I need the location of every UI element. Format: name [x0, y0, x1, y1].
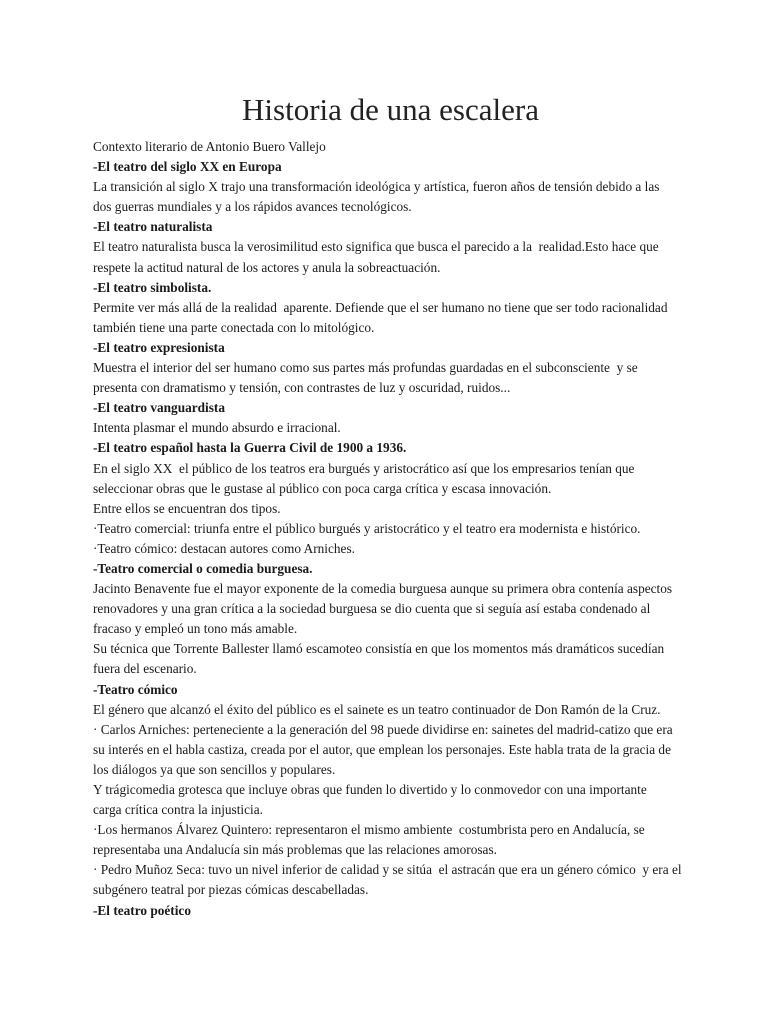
body-text-line: también tiene una parte conectada con lo mitológico. [93, 319, 375, 335]
body-text-line: ·Teatro comercial: triunfa entre el público burgués y aristocrático y el teatro era modernista e histórico. [93, 520, 641, 536]
body-text-line: renovadores y una gran crítica a la sociedad burguesa se dio cuenta que si seguía así estaba condenado al [93, 601, 651, 617]
body-text-line: Su técnica que Torrente Ballester llamó escamoteo consistía en que los momentos más dramáticos sucedían [93, 641, 665, 657]
body-text-line: En el siglo XX el público de los teatros era burgués y aristocrático así que los empresarios tenían que [93, 460, 635, 476]
body-text-line: subgénero teatral por piezas cómicas descabelladas. [93, 882, 369, 898]
section-heading: -El teatro naturalista [93, 219, 213, 235]
document-body [93, 137, 688, 921]
body-text-line: El género que alcanzó el éxito del público es el sainete es un teatro continuador de Don Ramón de la Cruz. [93, 701, 661, 717]
body-text-line: los diálogos ya que son sencillos y populares. [93, 761, 336, 777]
body-text-line: seleccionar obras que le gustase al público con poca carga crítica y escasa innovación. [93, 480, 552, 496]
body-text-line: su interés en el habla castiza, creada por el autor, que emplean los personajes. Este habla trata de la gracia de [93, 741, 671, 757]
section-heading: -Teatro comercial o comedia burguesa. [93, 560, 313, 576]
body-text-line: ·Los hermanos Álvarez Quintero: representaron el mismo ambiente costumbrista pero en Andalucía, se [93, 822, 645, 838]
section-heading: -El teatro simbolista. [93, 279, 212, 295]
body-text-line: fuera del escenario. [93, 661, 197, 677]
body-text-line: La transición al siglo X trajo una transformación ideológica y artística, fueron años de tensión debido a las [93, 179, 660, 195]
body-text-line: ·Teatro cómico: destacan autores como Arniches. [93, 540, 355, 556]
body-text-line: Muestra el interior del ser humano como sus partes más profundas guardadas en el subconsciente y se [93, 360, 638, 376]
body-text-line: Y trágicomedia grotesca que incluye obras que funden lo divertido y lo conmovedor con una importante [93, 782, 647, 797]
section-heading: -El teatro poético [93, 902, 191, 918]
body-text-line: Entre ellos se encuentran dos tipos. [93, 500, 281, 516]
body-text-line: El teatro naturalista busca la verosimilitud esto significa que busca el parecido a la realidad.Esto hace que [93, 239, 659, 255]
body-text-line: Permite ver más allá de la realidad aparente. Defiende que el ser humano no tiene que ser todo racionalidad [93, 299, 668, 315]
body-text-line: · Pedro Muñoz Seca: tuvo un nivel inferior de calidad y se sitúa el astracán que era un género cómico y era el [93, 862, 682, 878]
document-title: Historia de una escalera [242, 92, 539, 127]
body-text-line: fracaso y empleó un tono más amable. [93, 621, 298, 637]
section-heading: -El teatro vanguardista [93, 400, 225, 416]
body-text-line: respete la actitud natural de los actores y anula la sobreactuación. [93, 259, 441, 275]
body-text-line: Jacinto Benavente fue el mayor exponente de la comedia burguesa aunque su primera obra contenía aspectos [93, 581, 673, 597]
section-heading: -El teatro del siglo XX en Europa [93, 159, 282, 175]
body-text-line: presenta con dramatismo y tensión, con contrastes de luz y oscuridad, ruidos... [93, 380, 511, 396]
body-text-line: carga crítica contra la injusticia. [93, 802, 263, 818]
body-text-line: Intenta plasmar el mundo absurdo e irracional. [93, 420, 341, 436]
body-text-line: dos guerras mundiales y a los rápidos avances tecnológicos. [93, 199, 412, 215]
section-heading: -El teatro expresionista [93, 339, 225, 355]
body-text-line: representaba una Andalucía sin más problemas que las relaciones amorosas. [93, 842, 497, 858]
section-heading: -Teatro cómico [93, 681, 178, 697]
section-heading: -El teatro español hasta la Guerra Civil de 1900 a 1936. [93, 440, 407, 456]
body-text-line: · Carlos Arniches: perteneciente a la generación del 98 puede dividirse en: sainetes del madrid-catizo que era [93, 721, 673, 737]
body-text-line: Contexto literario de Antonio Buero Vallejo [93, 139, 326, 154]
